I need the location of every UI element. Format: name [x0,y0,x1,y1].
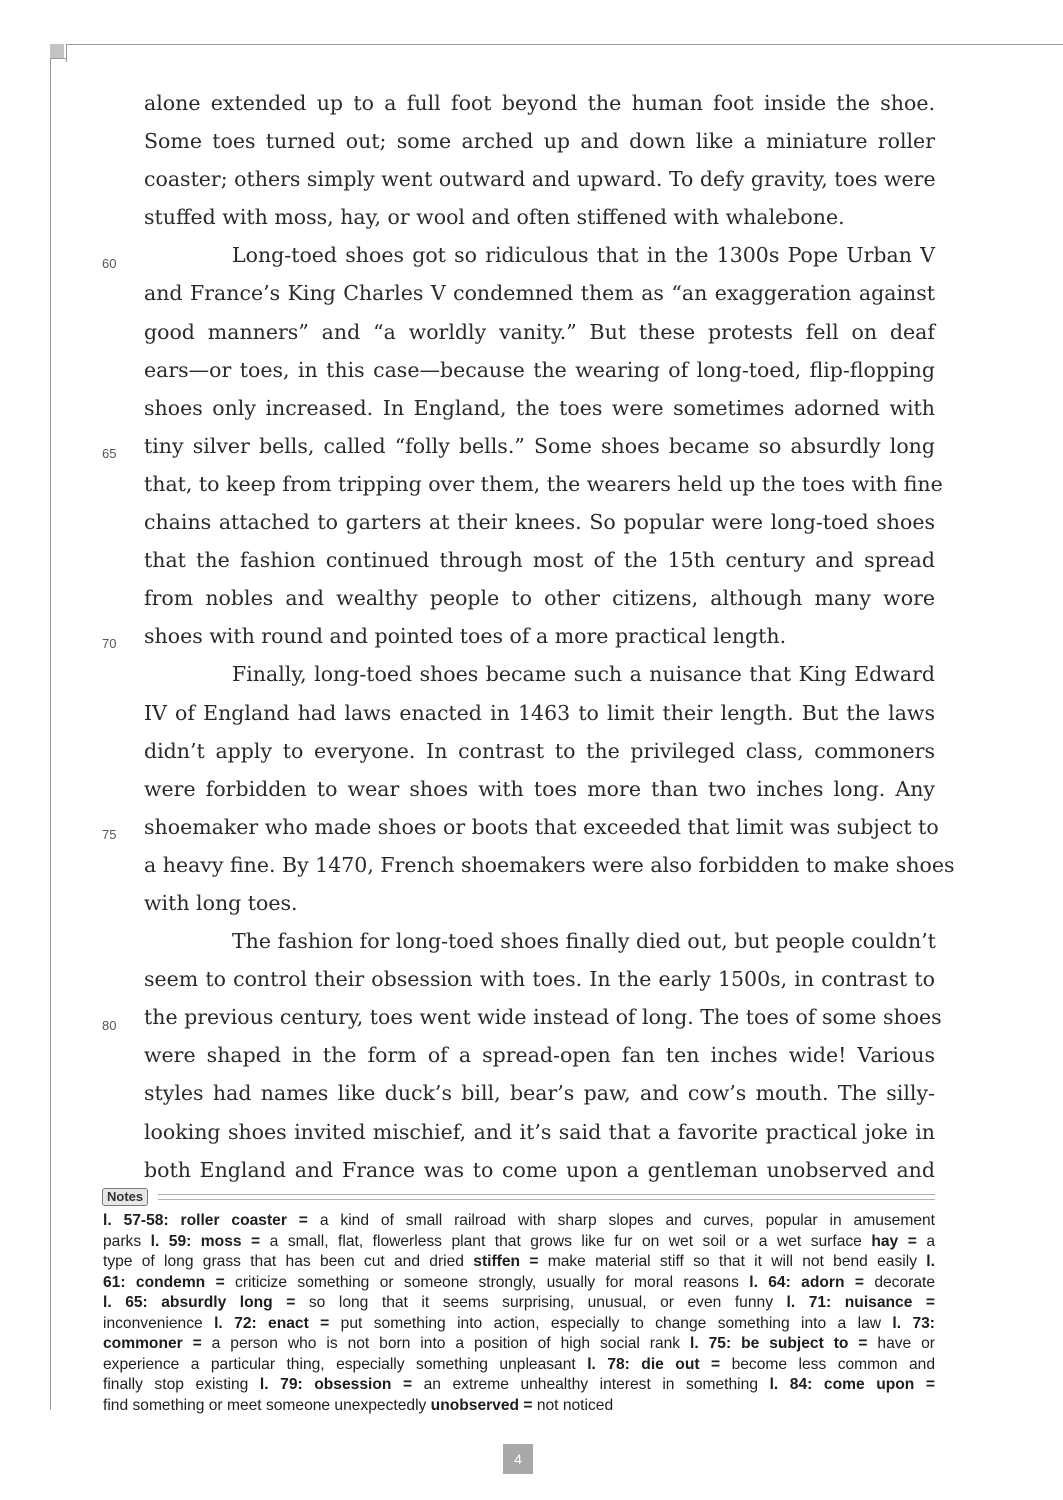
note-term: l. 78: die out = [587,1355,721,1373]
note-definition: become less common and [720,1355,935,1373]
note-definition: make material stiff so that it will not bend easily [538,1253,927,1270]
note-term: unobserved = [430,1396,533,1414]
notes-line [103,1396,935,1417]
page-number: 4 [503,1444,533,1474]
note-definition: experience a particular thing, especially something unpleasant [103,1355,588,1373]
passage-line: tiny silver bells, called “folly bells.” Some shoes became so absurdly long [144,433,935,458]
passage-line: good manners” and “a worldly vanity.” But these protests fell on deaf [144,319,935,344]
passage-line: Finally, long-toed shoes became such a nuisance that King Edward [232,662,935,687]
line-number-80: 80 [102,1018,117,1033]
passage-line: The fashion for long-toed shoes finally died out, but people couldn’t [232,929,936,954]
notes-line [103,1211,935,1232]
passage-line: the previous century, toes went wide instead of long. The toes of some shoes [144,1005,942,1030]
passage-text [144,84,955,1189]
note-definition: not noticed [532,1396,614,1414]
note-definition: have or [867,1335,935,1352]
passage-line: shoemaker who made shoes or boots that exceeded that limit was subject to [144,814,939,839]
note-definition: find something or meet someone unexpectedly [103,1396,431,1414]
note-term: l. 59: moss = [150,1232,261,1250]
note-definition: a [916,1232,935,1250]
passage-line: coaster; others simply went outward and upward. To defy gravity, toes were [144,167,936,192]
passage-line: chains attached to garters at their knees. So popular were long-toed shoes [144,510,935,535]
note-term: l. 73: [892,1314,935,1332]
notes-line [103,1375,935,1396]
note-term: stiffen = [473,1253,539,1270]
passage-line: that, to keep from tripping over them, the wearers held up the toes with fine [144,471,943,496]
note-definition: parks [103,1232,151,1250]
notes-header [102,1188,935,1206]
passage-line: were forbidden to wear shoes with toes more than two inches long. Any [144,776,935,801]
note-definition: so long that it seems surprising, unusual, or even funny [295,1294,787,1311]
note-definition: put something into action, especially to change something into a law [329,1314,893,1332]
note-term: l. 75: be subject to = [690,1335,868,1352]
notes-line [103,1334,935,1355]
note-term: 61: condemn = [103,1273,225,1291]
passage-line: styles had names like duck’s bill, bear’s paw, and cow’s mouth. The silly- [144,1081,935,1106]
notes-line [103,1273,935,1294]
notes-line [103,1314,935,1335]
corner-mark [50,44,64,58]
notes-line [103,1355,935,1376]
note-definition: finally stop existing [103,1376,260,1393]
note-term: l. 72: enact = [214,1314,330,1332]
notes-glossary [103,1211,935,1416]
note-definition: a person who is not born into a position of high social rank [201,1335,691,1352]
note-definition: decorate [863,1273,935,1291]
line-number-65: 65 [102,446,117,461]
passage-line: Long-toed shoes got so ridiculous that in the 1300s Pope Urban V [232,243,935,268]
left-border-rule-upper [66,44,67,62]
note-definition: inconvenience [103,1314,215,1332]
passage-line: Some toes turned out; some arched up and down like a miniature roller [144,129,935,154]
passage-line: looking shoes invited mischief, and it’s said that a favorite practical joke in [144,1119,935,1144]
passage-line: ears—or toes, in this case—because the wearing of long-toed, flip-flopping [144,357,935,382]
note-term: l. 71: nuisance = [786,1294,936,1311]
note-definition: a kind of small railroad with sharp slopes and curves, popular in amusement [307,1212,936,1229]
notes-line [103,1293,935,1314]
passage-line: from nobles and wealthy people to other citizens, although many wore [144,586,935,611]
note-term: hay = [871,1232,917,1250]
top-border-notch [50,58,66,59]
line-number-70: 70 [102,636,117,651]
note-definition: an extreme unhealthy interest in something [412,1376,770,1393]
note-definition: a small, flat, flowerless plant that grows like fur on wet soil or a wet surface [260,1232,872,1250]
passage-line: with long toes. [144,890,298,915]
notes-line [103,1232,935,1253]
note-definition: criticize something or someone strongly, usually for moral reasons [224,1273,750,1291]
left-border-rule [50,58,51,1410]
passage-line: shoes only increased. In England, the toes were sometimes adorned with [144,395,935,420]
passage-line: that the fashion continued through most of the 15th century and spread [144,548,935,573]
passage-line: and France’s King Charles V condemned them as “an exaggeration against [144,281,935,306]
passage-line: shoes with round and pointed toes of a more practical length. [144,624,787,649]
passage-line: stuffed with moss, hay, or wool and often stiffened with whalebone. [144,205,845,230]
note-definition: type of long grass that has been cut and dried [103,1253,474,1270]
notes-line [103,1252,935,1273]
notes-label: Notes [102,1188,148,1206]
passage-line: IV of England had laws enacted in 1463 to limit their length. But the laws [144,700,935,725]
line-number-60: 60 [102,256,117,271]
top-border-rule [66,44,1063,45]
note-term: l. 84: come upon = [769,1376,935,1393]
passage-line: both England and France was to come upon a gentleman unobserved and [144,1157,935,1182]
passage-line: didn’t apply to everyone. In contrast to the privileged class, commoners [144,738,935,763]
note-term: l. 65: absurdly long = [103,1294,296,1311]
notes-divider [158,1194,935,1200]
passage-line: were shaped in the form of a spread-open fan ten inches wide! Various [144,1043,935,1068]
note-term: l. 79: obsession = [259,1376,413,1393]
note-term: l. [926,1253,935,1270]
note-term: l. 57-58: roller coaster = [103,1212,308,1229]
passage-line: alone extended up to a full foot beyond the human foot inside the shoe. [144,91,935,115]
passage-line: a heavy fine. By 1470, French shoemakers were also forbidden to make shoes [144,852,955,877]
passage-line: seem to control their obsession with toes. In the early 1500s, in contrast to [144,967,935,992]
note-term: l. 64: adorn = [749,1273,864,1291]
note-term: commoner = [103,1335,202,1352]
line-number-75: 75 [102,827,117,842]
